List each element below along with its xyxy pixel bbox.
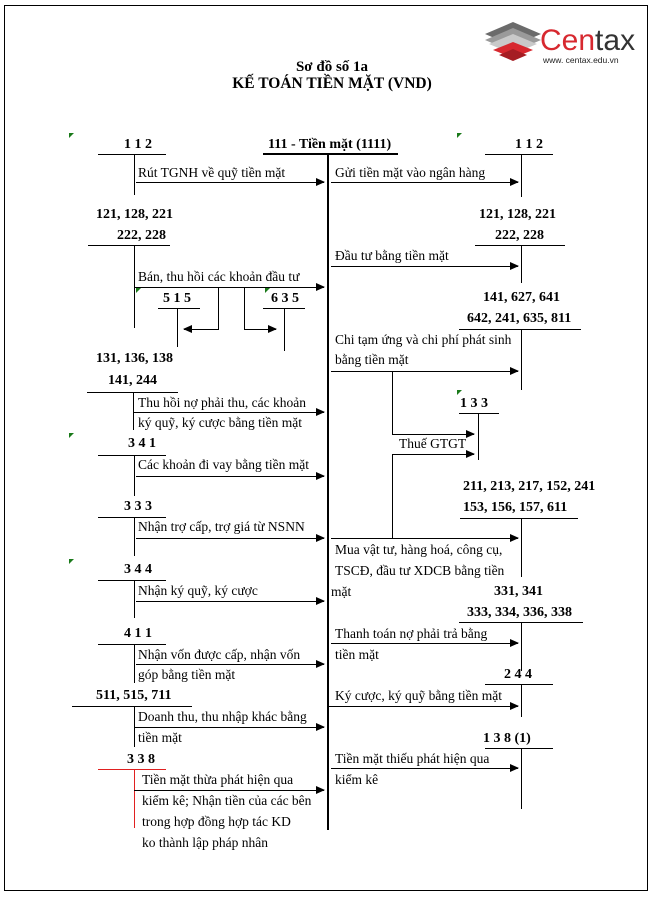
t-account-line xyxy=(98,769,166,770)
debit-account-222-228: 222, 228 xyxy=(117,228,166,243)
credit-desc: Tiền mặt thiếu phát hiện qua xyxy=(335,751,490,766)
debit-desc: góp bằng tiền mặt xyxy=(138,667,236,682)
t-account-stem xyxy=(134,770,135,828)
debit-desc: tiền mặt xyxy=(138,730,182,745)
t-account-line xyxy=(98,580,166,581)
credit-desc: Mua vật tư, hàng hoá, công cụ, xyxy=(335,542,503,557)
t-account-stem xyxy=(521,246,522,283)
t-account-stem xyxy=(521,519,522,577)
debit-desc: ko thành lập pháp nhân xyxy=(142,835,268,850)
credit-desc: Ký cược, ký quỹ bằng tiền mặt xyxy=(335,688,503,703)
arrow-right-icon xyxy=(331,768,518,769)
t-account-line xyxy=(158,308,200,309)
credit-desc: kiểm kê xyxy=(335,772,379,787)
arrow-right-icon xyxy=(392,454,474,455)
t-account-stem xyxy=(521,685,522,717)
t-account-stem xyxy=(134,645,135,683)
arrow-right-icon xyxy=(244,329,276,330)
credit-desc: Thuế GTGT xyxy=(399,436,467,451)
credit-account-133: 1 3 3 xyxy=(460,396,488,411)
arrow-right-icon xyxy=(134,287,324,288)
t-account-line xyxy=(485,748,553,749)
comment-marker-icon xyxy=(69,559,74,564)
arrow-right-icon xyxy=(392,434,474,435)
debit-account-344: 3 4 4 xyxy=(124,562,152,577)
t-account-line xyxy=(485,154,553,155)
debit-account-635: 6 3 5 xyxy=(271,291,299,306)
t-account-line xyxy=(475,245,565,246)
t-account-stem xyxy=(134,456,135,496)
credit-account-211-213-217-152-241: 211, 213, 217, 152, 241 xyxy=(463,479,596,494)
credit-account-222-228: 222, 228 xyxy=(495,228,544,243)
debit-desc: Doanh thu, thu nhập khác bằng xyxy=(138,709,307,724)
t-account-line xyxy=(72,706,192,707)
arrow-right-icon xyxy=(136,664,324,665)
t-account-line xyxy=(98,455,166,456)
center-account-label: 111 - Tiền mặt (1111) xyxy=(268,137,392,152)
arrow-right-icon xyxy=(136,601,324,602)
credit-desc: tiền mặt xyxy=(335,647,379,662)
debit-desc: Thu hồi nợ phải thu, các khoản xyxy=(138,395,306,410)
center-account-line xyxy=(263,153,398,155)
comment-marker-icon xyxy=(457,390,462,395)
credit-account-244: 2 4 4 xyxy=(504,667,532,682)
t-account-line xyxy=(459,329,581,330)
diagram-subtitle: Sơ đồ số 1a xyxy=(295,59,369,75)
comment-marker-icon xyxy=(457,133,462,138)
arrow-right-icon xyxy=(134,727,324,728)
credit-account-138-1: 1 3 8 (1) xyxy=(483,731,531,746)
debit-desc: Bán, thu hồi các khoản đầu tư xyxy=(138,269,300,284)
debit-account-511-515-711: 511, 515, 711 xyxy=(96,688,172,703)
credit-account-112: 1 1 2 xyxy=(515,137,543,152)
t-account-stem xyxy=(521,749,522,809)
connector-line xyxy=(218,288,219,330)
debit-desc: Nhận ký quỹ, ký cược xyxy=(138,583,258,598)
comment-marker-icon xyxy=(69,133,74,138)
credit-desc: mặt xyxy=(331,584,352,599)
arrow-left-icon xyxy=(184,329,218,330)
arrow-right-icon xyxy=(136,476,324,477)
debit-account-338: 3 3 8 xyxy=(127,752,155,767)
debit-desc: Rút TGNH về quỹ tiền mặt xyxy=(138,165,286,180)
comment-marker-icon xyxy=(265,288,270,293)
t-account-line xyxy=(485,684,553,685)
debit-account-141-244: 141, 244 xyxy=(108,373,157,388)
comment-marker-icon xyxy=(69,433,74,438)
credit-account-141-627-641: 141, 627, 641 xyxy=(483,290,560,305)
t-account-stem xyxy=(134,581,135,618)
t-account-line xyxy=(459,413,499,414)
t-account-stem xyxy=(177,309,178,347)
arrow-right-icon xyxy=(331,371,518,372)
arrow-right-icon xyxy=(134,790,324,791)
credit-desc: Chi tạm ứng và chi phí phát sinh xyxy=(335,332,512,347)
debit-desc: ký quỹ, ký cược bằng tiền mặt xyxy=(138,415,303,430)
debit-account-333: 3 3 3 xyxy=(124,499,152,514)
arrow-right-icon xyxy=(134,412,324,413)
arrow-right-icon xyxy=(331,538,518,539)
logo-mark-icon xyxy=(485,22,541,62)
debit-desc: Tiền mặt thừa phát hiện qua xyxy=(142,772,294,787)
t-account-stem xyxy=(284,309,285,351)
debit-desc: trong hợp đồng hợp tác KD xyxy=(142,814,291,829)
t-account-line xyxy=(460,518,578,519)
debit-account-131-136-138: 131, 136, 138 xyxy=(96,351,173,366)
logo-wordmark xyxy=(540,26,635,56)
t-account-line xyxy=(98,517,166,518)
t-account-stem xyxy=(134,155,135,195)
debit-account-341: 3 4 1 xyxy=(128,436,156,451)
t-account-stem xyxy=(521,623,522,671)
comment-marker-icon xyxy=(136,288,141,293)
arrow-right-icon xyxy=(331,266,518,267)
credit-account-331-341: 331, 341 xyxy=(494,584,543,599)
arrow-right-icon xyxy=(136,182,324,183)
logo-brand-dark: tax xyxy=(595,24,636,57)
debit-account-121-128-221: 121, 128, 221 xyxy=(96,207,173,222)
connector-line xyxy=(392,454,393,539)
diagram-title: KẾ TOÁN TIỀN MẶT (VND) xyxy=(232,75,432,92)
credit-desc: Đầu tư bằng tiền mặt xyxy=(335,248,449,263)
t-account-line xyxy=(98,154,166,155)
connector-line xyxy=(244,288,245,330)
debit-account-411: 4 1 1 xyxy=(124,626,152,641)
arrow-right-icon xyxy=(136,538,324,539)
debit-desc: kiểm kê; Nhận tiền của các bên xyxy=(142,793,312,808)
debit-desc: Nhận vốn được cấp, nhận vốn xyxy=(138,647,301,662)
debit-account-515: 5 1 5 xyxy=(163,291,191,306)
credit-desc: TSCĐ, đầu tư XDCB bằng tiền xyxy=(335,563,505,578)
credit-desc: Gửi tiền mặt vào ngân hàng xyxy=(335,165,486,180)
credit-account-121-128-221: 121, 128, 221 xyxy=(479,207,556,222)
t-account-stem xyxy=(521,155,522,197)
debit-desc: Nhận trợ cấp, trợ giá từ NSNN xyxy=(138,519,305,534)
t-account-line xyxy=(98,644,166,645)
t-account-stem xyxy=(521,330,522,390)
center-account-stem xyxy=(327,154,329,830)
credit-desc: Thanh toán nợ phải trả bằng xyxy=(335,626,488,641)
logo-brand-red: Cen xyxy=(540,24,596,57)
credit-account-153-156-157-611: 153, 156, 157, 611 xyxy=(463,500,568,515)
t-account-line xyxy=(88,245,170,246)
credit-account-642-241-635-811: 642, 241, 635, 811 xyxy=(467,311,572,326)
credit-desc: bằng tiền mặt xyxy=(335,352,409,367)
arrow-right-icon xyxy=(331,643,518,644)
arrow-right-icon xyxy=(329,706,518,707)
connector-line xyxy=(392,372,393,434)
credit-account-333-334-336-338: 333, 334, 336, 338 xyxy=(467,605,572,620)
t-account-stem xyxy=(134,518,135,556)
arrow-right-icon xyxy=(331,182,518,183)
debit-account-112: 1 1 2 xyxy=(124,137,152,152)
t-account-stem xyxy=(478,414,479,460)
logo-url: www. centax.edu.vn xyxy=(543,55,619,65)
debit-desc: Các khoản đi vay bằng tiền mặt xyxy=(138,457,309,472)
